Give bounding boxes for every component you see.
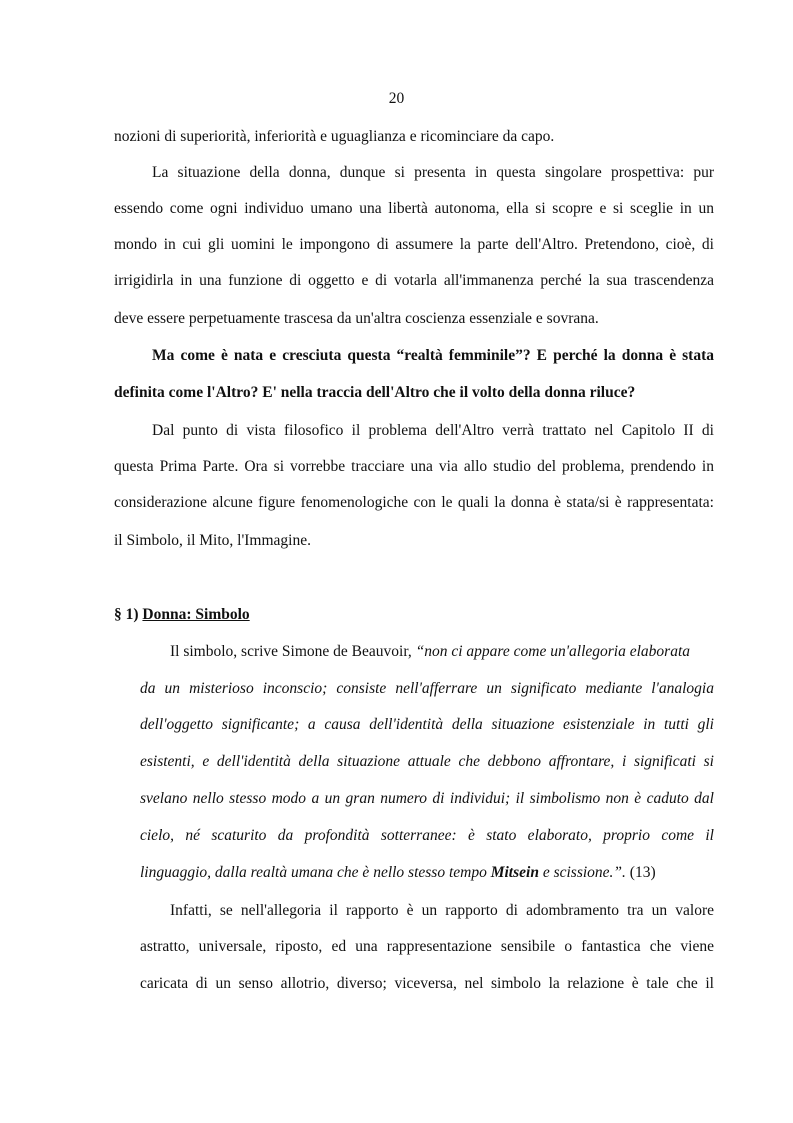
quote-line: esistenti, e dell'identità della situazione attuale che debbono affrontare, i significati si <box>140 753 714 770</box>
text-line: questa Prima Parte. Ora si vorrebbe tracciare una via allo studio del problema, prendendo in <box>114 458 714 475</box>
text-line: il Simbolo, il Mito, l'Immagine. <box>114 532 311 549</box>
text-line: La situazione della donna, dunque si presenta in questa singolare prospettiva: pur <box>152 164 714 181</box>
text-line: nozioni di superiorità, inferiorità e uguaglianza e ricominciare da capo. <box>114 128 555 145</box>
quote-lead: Il simbolo, scrive Simone de Beauvoir, <box>170 643 412 660</box>
bold-question: definita come l'Altro? E' nella traccia dell'Altro che il volto della donna riluce? <box>114 384 636 401</box>
quote-line: svelano nello stesso modo a un gran numero di individui; il simbolismo non è caduto dal <box>140 790 714 807</box>
bold-question: Ma come è nata e cresciuta questa “realtà femminile”? E perché la donna è stata <box>152 347 714 364</box>
section-number: § 1) <box>114 606 139 623</box>
text-line: deve essere perpetuamente trascesa da un'altra coscienza essenziale e sovrana. <box>114 310 599 327</box>
footnote-ref: (13) <box>629 864 656 881</box>
text-line: essendo come ogni individuo umano una libertà autonoma, ella si scopre e si sceglie in un <box>114 200 714 217</box>
section-title: Donna: Simbolo <box>142 606 250 623</box>
section-heading <box>114 606 250 624</box>
page-number: 20 <box>388 90 405 107</box>
text-line: caricata di un senso allotrio, diverso; viceversa, nel simbolo la relazione è tale che il <box>140 975 714 992</box>
quote-line: dell'oggetto significante; a causa dell'identità della situazione esistenziale in tutti gli <box>140 716 714 733</box>
quote-line <box>170 643 690 661</box>
text-line: astratto, universale, riposto, ed una rappresentazione sensibile o fantastica che viene <box>140 938 714 955</box>
quote-line: da un misterioso inconscio; consiste nell'afferrare un significato mediante l'analogia <box>140 680 714 697</box>
text-line: irrigidirla in una funzione di oggetto e di votarla all'immanenza perché la sua trascendenza <box>114 272 714 289</box>
quote-line: cielo, né scaturito da profondità sotterranee: è stato elaborato, proprio come il <box>140 827 714 844</box>
quote-text: linguaggio, dalla realtà umana che è nello stesso tempo <box>140 864 487 881</box>
text-line: Infatti, se nell'allegoria il rapporto è un rapporto di adombramento tra un valore <box>170 902 714 919</box>
quote-text: e scissione.”. <box>542 864 626 881</box>
text-line: considerazione alcune figure fenomenologiche con le quali la donna è stata/si è rappresentata: <box>114 494 714 511</box>
quote-emphasis: Mitsein <box>490 864 539 881</box>
quote-text: “non ci appare come un'allegoria elaborata <box>415 643 691 660</box>
text-line: mondo in cui gli uomini le impongono di assumere la parte dell'Altro. Pretendono, cioè, di <box>114 236 714 253</box>
text-line: Dal punto di vista filosofico il problema dell'Altro verrà trattato nel Capitolo II di <box>152 422 714 439</box>
quote-line <box>140 864 656 882</box>
